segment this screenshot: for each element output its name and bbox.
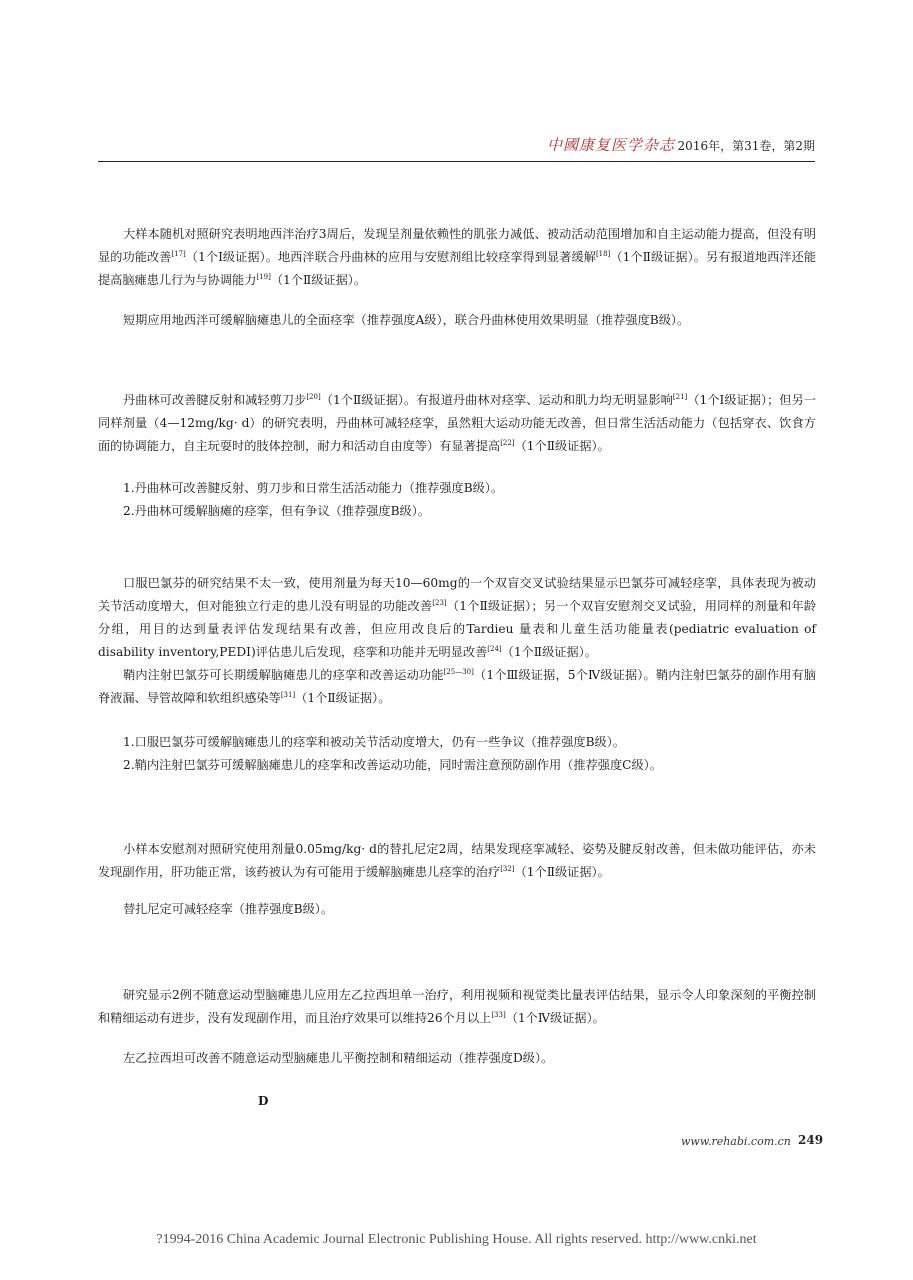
page-header [98,134,815,164]
citation-ref[interactable]: [25—30] [443,668,474,676]
paragraph-text: 短期应用地西泮可缓解脑瘫患儿的全面痉挛（推荐强度A级），联合丹曲林使用效果明显（推荐强度B级）。 [123,313,690,327]
paragraph-text: （1个Ⅱ级证据）；另一个双盲安慰剂交叉试验，用同样的剂量和年龄分组，用目的达到量表评估发现结果有改善，但应用改良后的Tardieu 量表和儿童生活功能量表(pediatric evaluation of disability inventory,PEDI)评估患儿后发现，痉挛和功能并无明显改善 [98,599,817,659]
citation-ref[interactable]: [17] [171,250,186,258]
paragraph-text: 2.丹曲林可缓解脑瘫的痉挛，但有争议（推荐强度B级）。 [123,504,430,518]
paragraph-text: 丹曲林可改善腱反射和减轻剪刀步 [123,393,307,407]
paragraph [98,500,816,523]
section-marker: D [258,1094,269,1108]
citation-ref[interactable]: [24] [487,645,502,653]
citation-ref[interactable]: [32] [500,865,515,873]
paragraph-text: （1个Ⅳ级证据）。 [505,1011,605,1025]
citation-ref[interactable]: [23] [432,599,447,607]
paragraph-text: （1个Ⅲ级证据，5个Ⅳ级证据）。鞘内注射巴氯芬的副作用有脑脊液漏、导管故障和软组织感染等 [98,668,817,705]
paragraph [98,309,816,332]
paragraph [98,477,816,500]
issue-info: 2016年，第31卷，第2期 [677,139,815,153]
citation-ref[interactable]: [19] [256,273,271,281]
paragraph-text: （1个Ⅱ级证据）。 [514,865,610,879]
citation-ref[interactable]: [21] [672,393,688,401]
paragraph-text: （1个Ⅱ级证据）。 [501,645,597,659]
paragraph [98,664,816,710]
paragraph-text: 1.丹曲林可改善腱反射、剪刀步和日常生活活动能力（推荐强度B级）。 [123,481,504,495]
paragraph [98,898,816,921]
paragraph-text: 鞘内注射巴氯芬可长期缓解脑瘫患儿的痉挛和改善运动功能 [123,668,444,682]
paragraph-text: （1个Ⅱ级证据）。 [295,691,391,705]
paragraph-text: 左乙拉西坦可改善不随意运动型脑瘫患儿平衡控制和精细运动（推荐强度D级）。 [123,1051,554,1065]
citation-ref[interactable]: [18] [595,250,611,258]
paragraph-text: 小样本安慰剂对照研究使用剂量0.05mg/kg· d的替扎尼定2周，结果发现痉挛减轻、姿势及腱反射改善，但未做功能评估，亦未发现副作用，肝功能正常，该药被认为有可能用于缓解脑瘫患儿痉挛的治疗 [98,842,816,879]
footer-url[interactable]: www.rehabi.com.cn [681,1135,791,1148]
paragraph-text: （1个Ⅰ级证据）。地西泮联合丹曲林的应用与安慰剂组比较痉挛得到显著缓解 [185,250,596,264]
paragraph-text: 大样本随机对照研究表明地西泮治疗3周后，发现呈剂量依赖性的肌张力减低、被动活动范围增加和自主运动能力提高，但没有明显的功能改善 [98,227,816,264]
paragraph [98,731,816,754]
paragraph-text: 口服巴氯芬的研究结果不太一致，使用剂量为每天10—60mg的一个双盲交叉试验结果显示巴氯芬可减轻痉挛，具体表现为被动关节活动度增大，但对能独立行走的患儿没有明显的功能改善 [98,576,816,613]
paragraph [98,754,816,777]
paragraph-text: （1个Ⅱ级证据）。另有报道地西泮还能提高脑瘫患儿行为与协调能力 [98,250,817,287]
paragraph [98,389,816,458]
paragraph-text: 2.鞘内注射巴氯芬可缓解脑瘫患儿的痉挛和改善运动功能，同时需注意预防副作用（推荐强度C级）。 [123,758,662,772]
paragraph [98,838,816,884]
journal-logo: 中國康复医学杂志 [546,136,675,154]
citation-ref[interactable]: [31] [280,691,296,699]
paragraph [98,1047,816,1070]
header-rule [98,161,815,162]
citation-ref[interactable]: [22] [500,439,515,447]
paragraph [98,984,816,1030]
paragraph-text: （1个Ⅱ级证据）。有报道丹曲林对痉挛、运动和肌力均无明显影响 [320,393,673,407]
paragraph-text: （1个Ⅱ级证据）。 [270,273,367,287]
paragraph-text: 替扎尼定可减轻痉挛（推荐强度B级）。 [123,902,334,916]
paragraph [98,572,816,664]
paragraph-text: 研究显示2例不随意运动型脑瘫患儿应用左乙拉西坦单一治疗，利用视频和视觉类比量表评估结果，显示令人印象深刻的平衡控制和精细运动有进步，没有发现副作用，而且治疗效果可以维持26个月以上 [98,988,816,1025]
paragraph [98,223,816,292]
citation-ref[interactable]: [20] [306,393,321,401]
paragraph-text: 1.口服巴氯芬可缓解脑瘫患儿的痉挛和被动关节活动度增大，仍有一些争议（推荐强度B级）。 [123,735,625,749]
citation-ref[interactable]: [33] [491,1011,506,1019]
paragraph-text: （1个Ⅱ级证据）。 [514,439,610,453]
page-number: 249 [798,1133,824,1147]
copyright-notice: ?1994-2016 China Academic Journal Electronic Publishing House. All rights reserved. http://www.cnki.net [156,1232,757,1247]
paragraph-text: （1个Ⅰ级证据）；但另一同样剂量（4—12mg/kg· d）的研究表明，丹曲林可减轻痉挛，虽然粗大运动功能无改善，但日常生活活动能力（包括穿衣、饮食方面的协调能力，自主玩耍时的肢体控制，耐力和活动自由度等）有显著提高 [98,393,817,453]
